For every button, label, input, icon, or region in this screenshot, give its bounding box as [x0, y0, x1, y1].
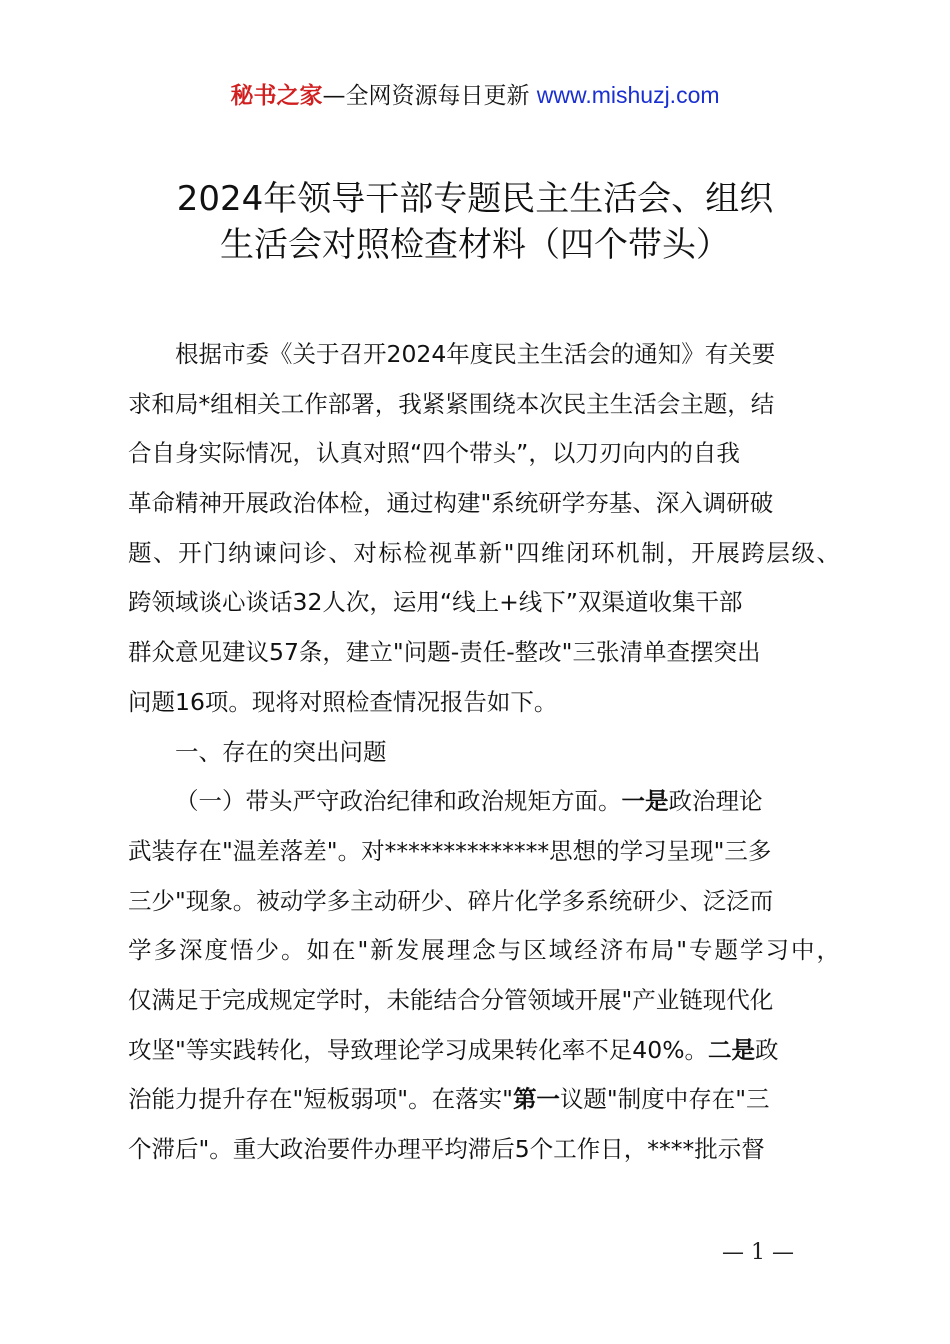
subsection-line: 攻坚"等实践转化，导致理论学习成果转化率不足40%。二是政 [128, 1035, 779, 1064]
intro-line: 问题16项。现将对照检查情况报告如下。 [128, 687, 558, 716]
document-title [0, 176, 950, 268]
intro-line: 革命精神开展政治体检，通过构建"系统研学夯基、深入调研破 [128, 489, 774, 518]
intro-line: 群众意见建议57条，建立"问题-责任-整改"三张清单查摆突出 [128, 638, 761, 667]
title-line-1: 2024年领导干部专题民主生活会、组织 [176, 179, 774, 219]
banner-slogan: —全网资源每日更新 [322, 83, 537, 109]
site-banner [0, 78, 950, 113]
intro-line: 题、开门纳谏问诊、对标检视革新"四维闭环机制，开展跨层级、 [128, 538, 842, 567]
intro-line: 根据市委《关于召开2024年度民主生活会的通知》有关要 [175, 340, 776, 368]
subsection-line: 仅满足于完成规定学时，未能结合分管领域开展"产业链现代化 [128, 985, 774, 1014]
section-heading: 一、存在的突出问题 [175, 737, 387, 766]
subsection-line: 治能力提升存在"短板弱项"。在落实"第一议题"制度中存在"三 [128, 1085, 770, 1114]
document-body [128, 330, 840, 1175]
intro-line: 合自身实际情况，认真对照“四个带头”，以刀刃向内的自我 [128, 439, 740, 468]
page-number: — 1 — [722, 1240, 794, 1265]
intro-line: 求和局*组相关工作部署，我紧紧围绕本次民主生活会主题，结 [128, 389, 775, 418]
title-line-2: 生活会对照检查材料（四个带头） [220, 225, 730, 265]
brand-name: 秘书之家 [230, 83, 323, 109]
subsection-line: 学多深度悟少。如在"新发展理念与区域经济布局"专题学习中， [128, 936, 842, 965]
subsection-line: （一）带头严守政治纪律和政治规矩方面。一是政治理论 [175, 787, 763, 816]
subsection-line: 三少"现象。被动学多主动研少、碎片化学多系统研少、泛泛而 [128, 886, 774, 915]
subsection-line: 武装存在"温差落差"。对**************思想的学习呈现"三多 [128, 836, 772, 865]
banner-url-link[interactable]: www.mishuzj.com [536, 82, 720, 108]
subsection-line: 个滞后"。重大政治要件办理平均滞后5个工作日，****批示督 [128, 1135, 765, 1163]
intro-line: 跨领域谈心谈话32人次，运用“线上+线下”双渠道收集干部 [128, 588, 743, 617]
